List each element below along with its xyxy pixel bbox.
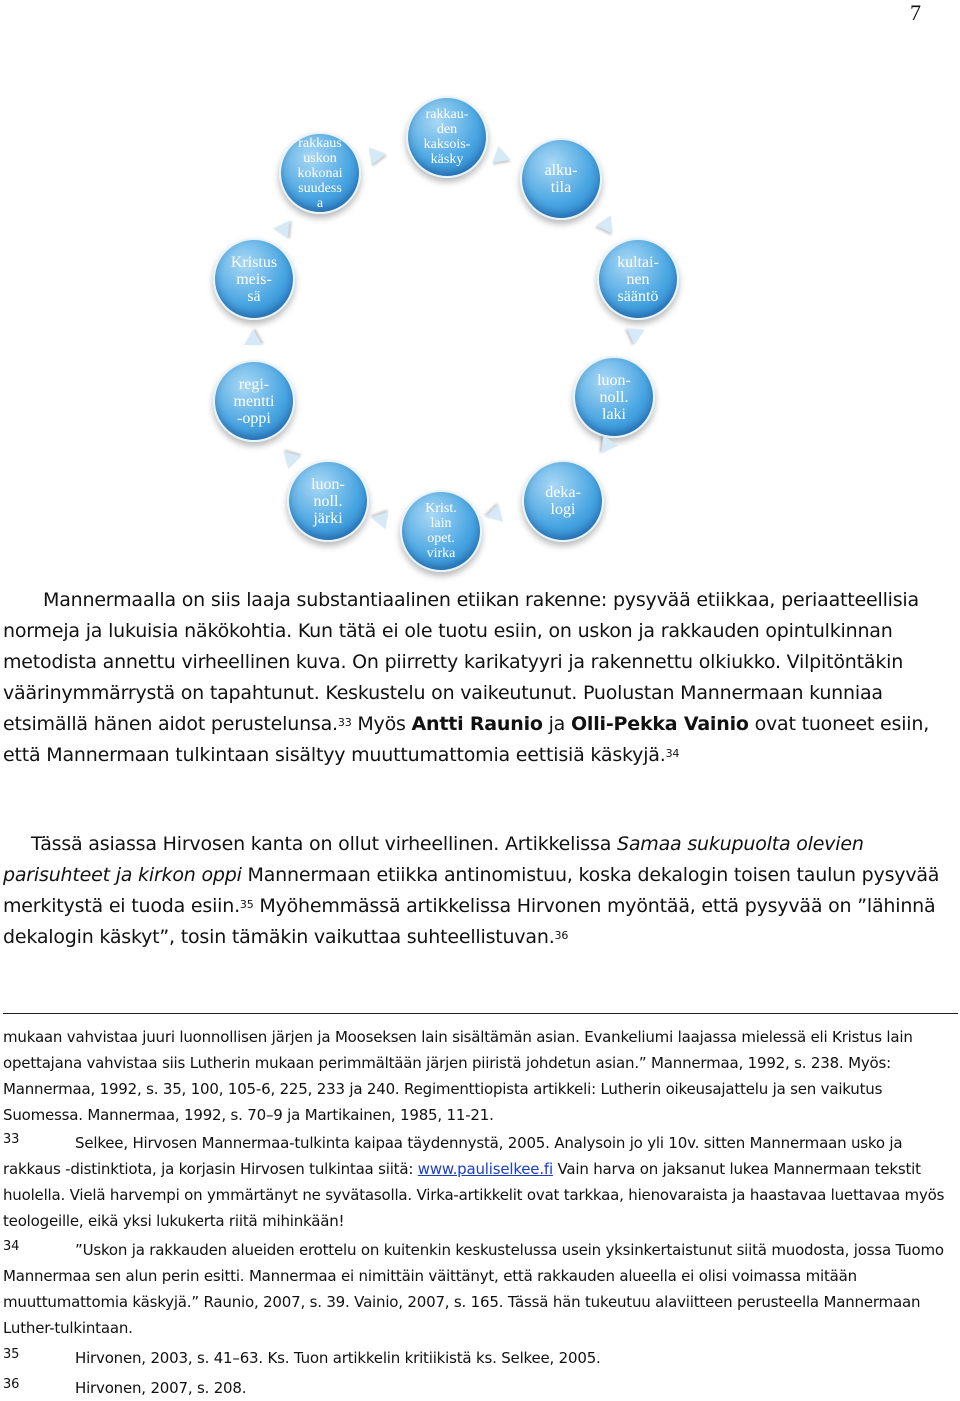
node-alkutila: alku- tila (520, 138, 602, 220)
arrow-icon (594, 435, 618, 458)
article-title: Samaa sukupuolta olevien parisuhteet ja kirkon oppi (3, 833, 864, 886)
pauliselkee-link[interactable]: www.pauliselkee.fi (417, 1160, 553, 1178)
node-kultainen-saanto: kultai- nen sääntö (597, 238, 679, 320)
arrow-icon (244, 329, 262, 345)
arrow-icon (370, 509, 389, 530)
arrow-icon (625, 328, 644, 346)
node-luonnollinen-jarki: luon- noll. järki (287, 460, 369, 542)
arrow-icon (483, 504, 503, 526)
footnote-35: 35 Hirvonen, 2003, s. 41–63. Ks. Tuon artikkelin kritiikistä ks. Selkee, 2005. (3, 1347, 601, 1367)
footnote-continuation: mukaan vahvistaa juuri luonnollisen järjen ja Mooseksen lain sisältämän asian. Evankeliumi laajassa mielessä eli Kristus lain opettajana vahvistaa siis Lutherin mukaan perimmältään järjen piiristä johdetun asian.” Mannermaa, 1992, s. 238. Myös: Mannermaa, 1992, s. 35, 100, 105-6, 225, 233 ja 240. Regimenttiopista artikkeli: Lutherin oikeusajattelu ja sen vaikutus Suomessa. Mannermaa, 1992, s. 70–9 ja Martikainen, 1985, 11-21. (3, 1028, 913, 1124)
node-dekalogi: deka- logi (522, 460, 604, 542)
paragraph-1: Mannermaalla on siis laaja substantiaalinen etiikan rakenne: pysyvää etiikkaa, periaatteellisia normeja ja lukuisia näkökohtia. Kun tätä ei ole tuotu esiin, on uskon ja rakkauden opintulkinnan metodista annettu virheellinen kuva. On piirretty karikatyyri ja rakennettu olkiukko. Vilpitöntäkin väärinymmärrystä on tapahtunut. Keskustelu on vaikeutunut. Puolustan Mannermaan kunniaa etsimällä hänen aidot perustelunsa.$^{33}$ Myös Antti Raunio ja Olli-Pekka Vainio ovat tuoneet esiin, että Mannermaan tulkintaan sisältyy muuttumattomia eettisiä käskyjä.$^{34}$ (3, 589, 930, 766)
node-krist-lain-opet-virka: Krist. lain opet. virka (400, 490, 482, 572)
paragraph-2: Tässä asiassa Hirvosen kanta on ollut virheellinen. Artikkelissa Samaa sukupuolta olevien parisuhteet ja kirkon oppi Mannermaan etiikka antinomistuu, koska dekalogin toisen taulun pysyvää merkitystä ei tuoda esiin.$^{35}$ Myöhemmässä artikkelissa Hirvonen myöntää, että pysyvää on ”lähinnä dekalogin käskyt”, tosin tämäkin vaikuttaa suhteellistuvan.$^{36}$ (3, 833, 940, 948)
node-regimenttioppi: regi- mentti -oppi (213, 360, 295, 442)
footnote-ref-34[interactable]: 34 (665, 747, 680, 760)
arrow-icon (277, 445, 301, 469)
node-luonnollinen-laki: luon- noll. laki (573, 356, 655, 438)
footnote-ref-33[interactable]: 33 (337, 716, 352, 729)
footnote-ref-36[interactable]: 36 (554, 929, 569, 942)
node-rakkauden-kaksoiskasky: rakkau- den kaksois- käsky (406, 96, 488, 178)
page-number: 7 (910, 0, 921, 25)
cycle-diagram (195, 88, 705, 578)
footnote-ref-35[interactable]: 35 (239, 898, 254, 911)
arrow-icon (369, 145, 387, 165)
node-rakkaus-uskon-kokonaisuudessa: rakkaus uskon kokonai suudess a (279, 132, 361, 214)
node-kristus-meissa: Kristus meis- sä (213, 238, 295, 320)
name-antti-raunio: Antti Raunio (411, 713, 543, 735)
footnote-34: 34 ”Uskon ja rakkauden alueiden erottelu on kuitenkin keskustelussa usein yksinkertaistunut siitä muodosta, jossa Tuomo Mannermaa sen alun perin esitti. Mannermaa ei nimittäin väittänyt, että rakkauden alueella ei olisi voimassa mitään muuttumattomia käskyjä.” Raunio, 2007, s. 39. Vainio, 2007, s. 165. Tässä hän tukeutuu alaviitteen perusteella Mannermaan Luther-tulkintaan. (3, 1239, 944, 1337)
arrow-icon (596, 215, 620, 238)
footnote-33: 33 Selkee, Hirvosen Mannermaa-tulkinta kaipaa täydennystä, 2005. Analysoin jo yli 10v. sitten Mannermaan usko ja rakkaus -distinktiota, ja korjasin Hirvosen tulkintaa siitä: www.pauliselkee.fi Vain harva on jaksanut lukea Mannermaan tekstit huolella. Vielä harvempi on ymmärtänyt ne syvätasolla. Virka-artikkelit ovat tarkkaa, hienovaraista ja haastavaa luettavaa myös teologeille, eikä yksi lukukerta riitä mihinkään! (3, 1132, 945, 1230)
footnote-divider (3, 1013, 958, 1014)
arrow-icon (492, 146, 513, 168)
footnote-36: 36 Hirvonen, 2007, s. 208. (3, 1377, 247, 1397)
name-olli-pekka-vainio: Olli-Pekka Vainio (570, 713, 749, 735)
arrow-icon (273, 215, 297, 238)
